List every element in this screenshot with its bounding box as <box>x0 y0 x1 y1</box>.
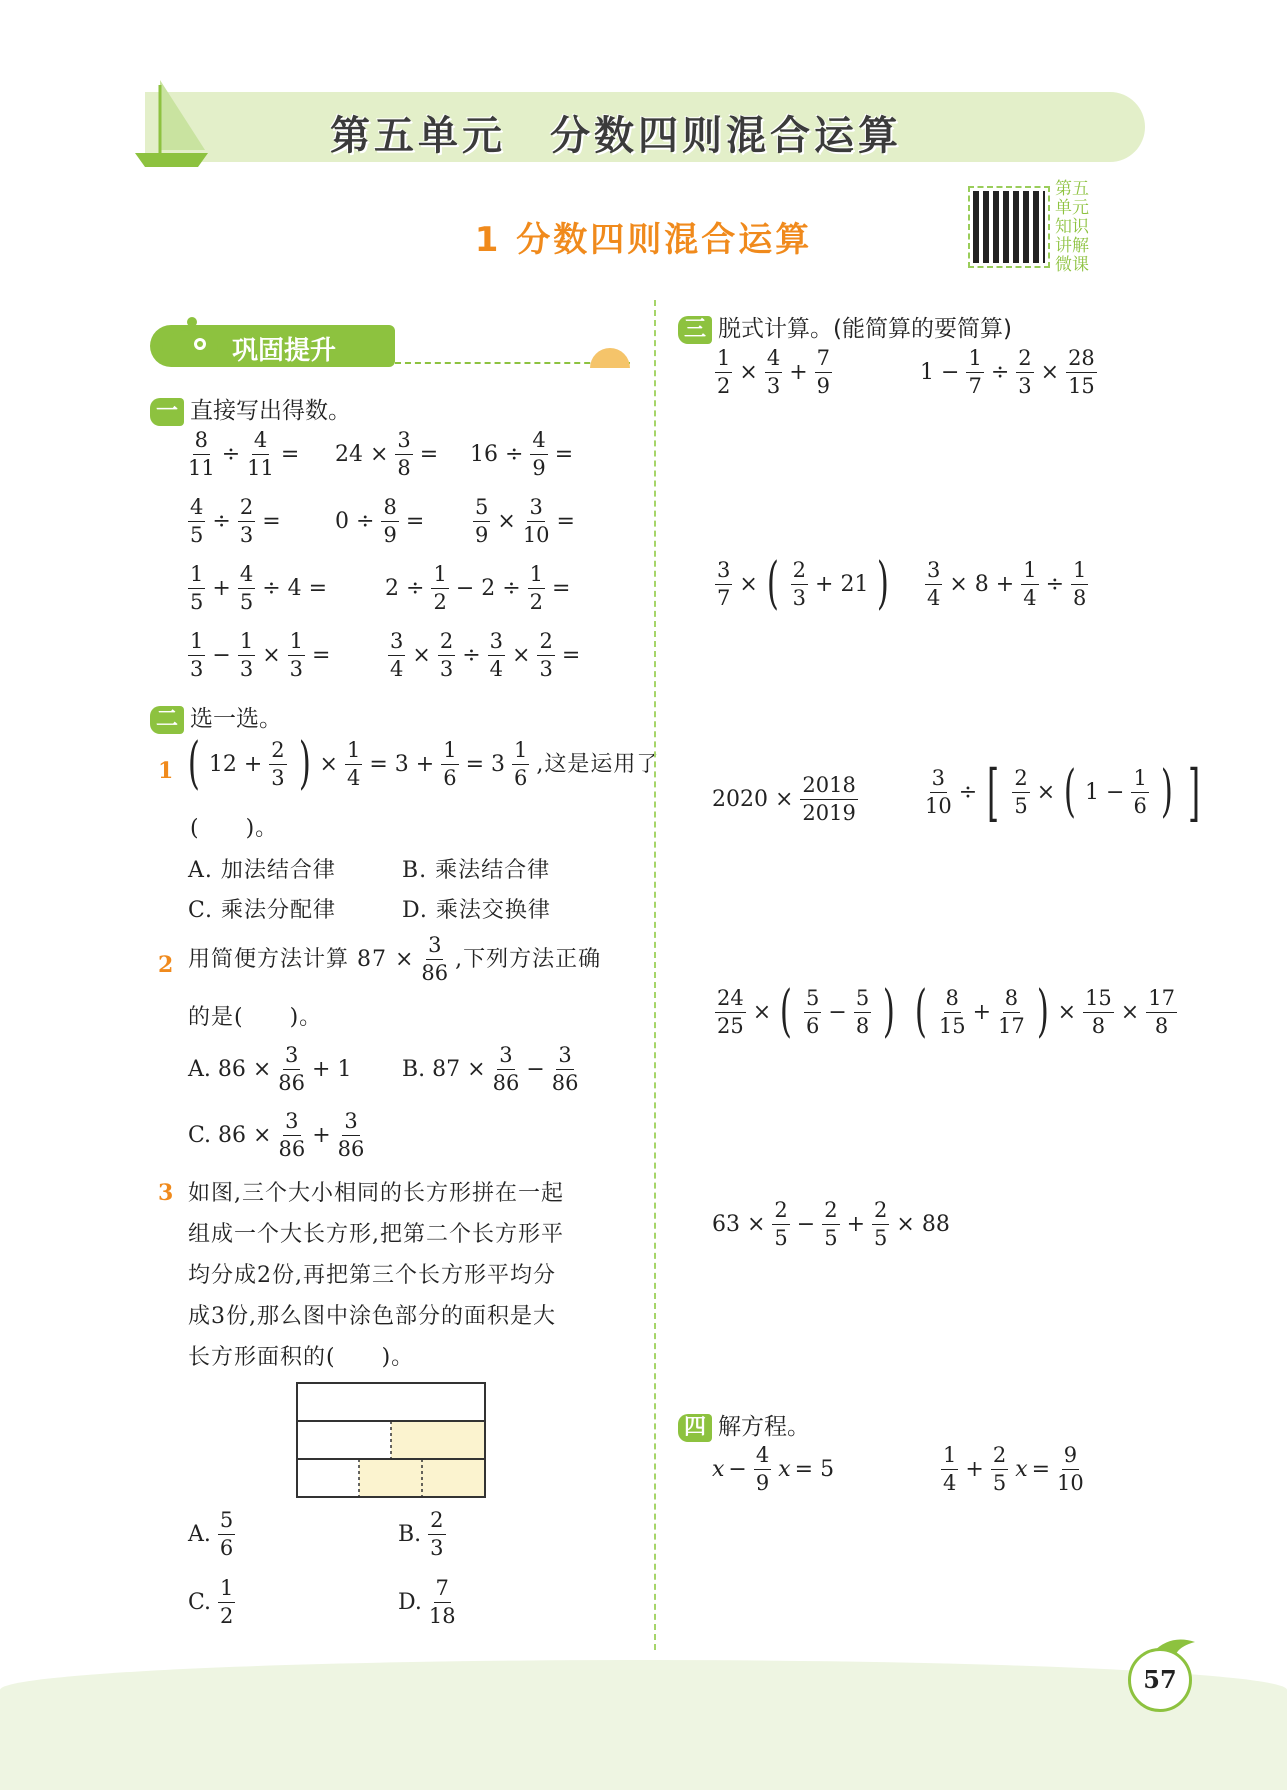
q1-tail: ,这是运用了 <box>536 752 660 777</box>
part1-title: 直接写出得数。 <box>190 398 352 424</box>
part1-heading <box>150 392 351 426</box>
part4-heading <box>678 1408 810 1442</box>
p1-r1-c3: 16 ÷ $\frac{4}{9}$ = <box>470 428 574 480</box>
part3-heading <box>678 310 1012 344</box>
part2-title: 选一选。 <box>190 706 283 732</box>
p1-r4-c1: $\frac{1}{3}$ − $\frac{1}{3}$ × $\frac{1}{3}$ = <box>190 629 331 681</box>
p3-q8: ( $\frac{8}{15}$ + $\frac{8}{17}$ ) × $\frac{15}{8}$ × $\frac{17}{8}$ <box>914 979 1175 1045</box>
sun-icon <box>585 340 635 370</box>
q1-expression: ( 12 + $\frac{2}{3}$ ) × $\frac{1}{4}$ = 3 + $\frac{1}{6}$ = 3 $\frac{1}{6}$ ,这是运用了 <box>187 731 660 797</box>
sailboat-icon <box>130 75 210 170</box>
q1-option-c[interactable]: C. 乘法分配律 <box>188 898 337 923</box>
part3-tag: 三 <box>678 316 712 344</box>
p1-r1-c1: $\frac{8}{11}$ ÷ $\frac{4}{11}$ = <box>188 428 300 480</box>
qr-code[interactable] <box>970 188 1048 266</box>
p3-q5: 2020 × $\frac{2018}{2019}$ <box>712 773 856 825</box>
section-label: 巩固提升 <box>232 336 337 366</box>
part4-title: 解方程。 <box>718 1414 811 1440</box>
footer-decoration <box>0 1660 1287 1790</box>
q3-number: 3 <box>158 1180 174 1206</box>
whale-icon <box>150 310 220 370</box>
p3-q7: $\frac{24}{25}$ × ( $\frac{5}{6}$ − $\frac{5}{8}$ ) <box>717 979 896 1045</box>
q3-option-b[interactable]: B. $\frac{2}{3}$ <box>398 1508 444 1560</box>
rectangle-figure <box>296 1382 488 1500</box>
p1-r4-c2: $\frac{3}{4}$ × $\frac{2}{3}$ ÷ $\frac{3}{4}$ × $\frac{2}{3}$ = <box>390 629 581 681</box>
p3-q3: $\frac{3}{7}$ × ( $\frac{2}{3}$ + 21 ) <box>717 551 890 617</box>
q3-line-3: 均分成2份,再把第三个长方形平均分 <box>188 1263 556 1288</box>
p4-q2: $\frac{1}{4}$ + $\frac{2}{5}$ x = $\frac{9}{10}$ <box>943 1443 1084 1495</box>
p1-r3-c2: 2 ÷ $\frac{1}{2}$ − 2 ÷ $\frac{1}{2}$ = <box>385 562 571 614</box>
p3-q4: $\frac{3}{4}$ × 8 + $\frac{1}{4}$ ÷ $\frac{1}{8}$ <box>927 558 1087 610</box>
part4-tag: 四 <box>678 1414 712 1442</box>
q1-option-a[interactable]: A. 加法结合律 <box>188 858 336 883</box>
q3-option-a[interactable]: A. $\frac{5}{6}$ <box>188 1508 234 1560</box>
p1-r2-c1: $\frac{4}{5}$ ÷ $\frac{2}{3}$ = <box>190 495 281 547</box>
part2-heading <box>150 700 282 734</box>
q3-line-2: 组成一个大长方形,把第二个长方形平 <box>188 1222 564 1247</box>
p1-r1-c2: 24 × $\frac{3}{8}$ = <box>335 428 439 480</box>
page-number: 57 <box>1128 1648 1192 1712</box>
p3-q2: 1 − $\frac{1}{7}$ ÷ $\frac{2}{3}$ × $\frac{28}{15}$ <box>920 346 1095 398</box>
part1-tag: 一 <box>150 398 184 426</box>
part3-title: 脱式计算。(能简算的要简算) <box>718 316 1012 342</box>
unit-title: 第五单元 分数四则混合运算 <box>330 113 902 159</box>
q2-number: 2 <box>158 952 174 978</box>
p3-q1: $\frac{1}{2}$ × $\frac{4}{3}$ + $\frac{7}{9}$ <box>717 346 830 398</box>
q2-stem: 用简便方法计算 87 × $\frac{3}{86}$ ,下列方法正确 <box>188 933 602 985</box>
q2-option-c[interactable]: C. 86 × $\frac{3}{86}$ + $\frac{3}{86}$ <box>188 1109 365 1161</box>
q2-option-b[interactable]: B. 87 × $\frac{3}{86}$ − $\frac{3}{86}$ <box>402 1043 579 1095</box>
q2-option-a[interactable]: A. 86 × $\frac{3}{86}$ + 1 <box>188 1043 352 1095</box>
q1-blank[interactable]: ( )。 <box>190 816 279 841</box>
p1-r2-c3: $\frac{5}{9}$ × $\frac{3}{10}$ = <box>475 495 575 547</box>
q1-option-b[interactable]: B. 乘法结合律 <box>402 858 551 883</box>
p1-r3-c1: $\frac{1}{5}$ + $\frac{4}{5}$ ÷ 4 = <box>190 562 328 614</box>
q3-line-4: 成3份,那么图中涂色部分的面积是大 <box>188 1304 556 1329</box>
q3-line-5: 长方形面积的( )。 <box>188 1345 415 1370</box>
q3-option-d[interactable]: D. $\frac{7}{18}$ <box>398 1576 456 1628</box>
p1-r2-c2: 0 ÷ $\frac{8}{9}$ = <box>335 495 425 547</box>
p3-q9: 63 × $\frac{2}{5}$ − $\frac{2}{5}$ + $\frac{2}{5}$ × 88 <box>712 1198 950 1250</box>
q1-option-d[interactable]: D. 乘法交换律 <box>402 898 551 923</box>
column-divider <box>654 300 656 1650</box>
lesson-title: 1 分数四则混合运算 <box>474 220 813 260</box>
p3-q6: $\frac{3}{10}$ ÷ [ $\frac{2}{5}$ × ( 1 − $\frac{1}{6}$ ) ] <box>925 756 1200 829</box>
q3-line-1: 如图,三个大小相同的长方形拼在一起 <box>188 1181 564 1206</box>
qr-caption: 第五单元知识讲解微课 <box>1055 179 1089 275</box>
q2-stem-2: 的是( )。 <box>188 1005 323 1030</box>
q1-number: 1 <box>158 758 174 784</box>
q3-option-c[interactable]: C. $\frac{1}{2}$ <box>188 1576 234 1628</box>
part2-tag: 二 <box>150 706 184 734</box>
p4-q1: x − $\frac{4}{9}$ x = 5 <box>712 1443 835 1495</box>
